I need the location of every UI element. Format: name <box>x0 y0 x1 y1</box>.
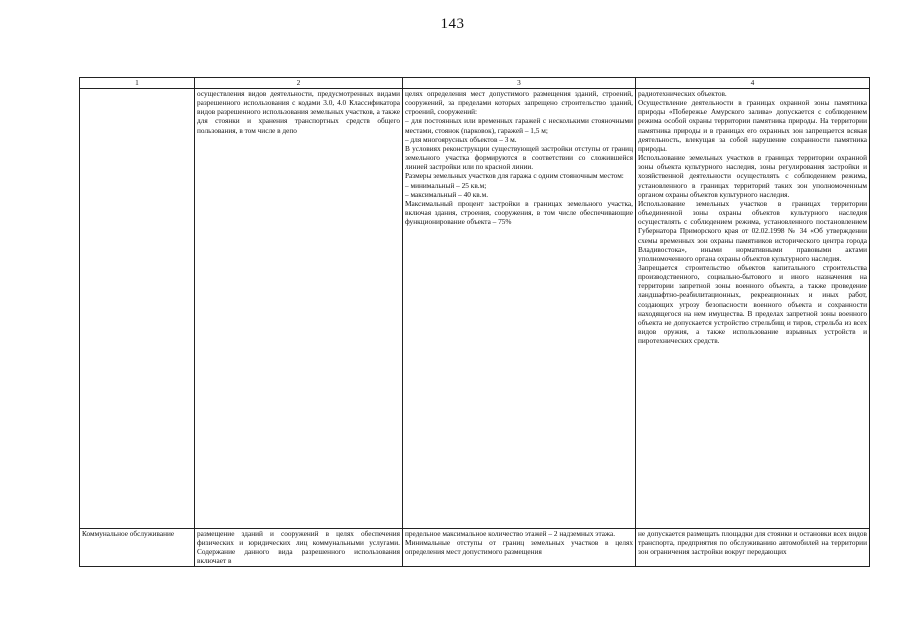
row1-cell-restrictions <box>636 89 870 529</box>
column-header-3: 3 <box>403 78 636 89</box>
column-header-1: 1 <box>80 78 195 89</box>
paragraph: Минимальные отступы от границ земельных участков в целях определения мест допустимого размещения <box>405 538 633 557</box>
paragraph: – минимальный – 25 кв.м; <box>405 180 487 190</box>
paragraph: размещение зданий и сооружений в целях обеспечения физических и юридических лиц коммунальными услугами. Содержание данного вида разрешенного использования включает в <box>197 529 400 566</box>
row2-cell-type <box>80 529 195 567</box>
paragraph: радиотехнических объектов. <box>638 89 727 98</box>
column-header-4: 4 <box>636 78 870 89</box>
paragraph: целях определения мест допустимого размещения зданий, строений, сооружений, за пределами которых запрещено строительство зданий, строений, сооружений: <box>405 89 633 117</box>
paragraph: – максимальный – 40 кв.м. <box>405 189 489 199</box>
paragraph: осуществления видов деятельности, предусмотренных видами разрешенного использования с кодами 3.0, 4.0 Классификатора видов разрешенного использования земельных участков, а также для стоянки и хранения транспортных средств общего пользования, в том числе в депо <box>197 89 400 135</box>
paragraph: – для многоярусных объектов – 3 м. <box>405 134 517 144</box>
table-row <box>80 89 870 529</box>
row1-cell-type <box>80 89 195 529</box>
row2-cell-description <box>195 529 403 567</box>
row2-cell-restrictions <box>636 529 870 567</box>
column-header-2: 2 <box>195 78 403 89</box>
paragraph: В условиях реконструкции существующей застройки отступы от границ земельного участка формируются в соответствии со сложившейся линией застройки или по красной линии. <box>405 143 633 172</box>
regulations-table <box>79 77 870 567</box>
paragraph: Использование земельных участков в границах территории объединенной зоны охраны объектов культурного наследия осуществлять с соблюдением режима, установленного постановлением Губернатора Приморского края от 02.02.1998 № 34 «Об утверждении схемы временных зон охраны памятников исторического центра города Владивостока», иными нормативными правовыми актами уполномоченного органа охраны объектов культурного наследия. <box>638 198 867 263</box>
row1-cell-parameters <box>403 89 636 529</box>
paragraph: – для постоянных или временных гаражей с несколькими стояночными местами, стоянок (парковок), гаражей – 1,5 м; <box>405 116 633 135</box>
paragraph: не допускается размещать площадки для стоянки и остановки всех видов транспорта, предприятия по обслуживанию автомобилей на территории зон ограничения застройки вокруг передающих <box>638 529 867 557</box>
paragraph: Размеры земельных участков для гаража с одним стояночным местом: <box>405 171 624 181</box>
table-row <box>80 529 870 567</box>
page-number: 143 <box>440 16 465 32</box>
paragraph: предельное максимальное количество этажей – 2 надземных этажа. <box>405 529 616 538</box>
paragraph: Осуществление деятельности в границах охранной зоны памятника природы «Побережье Амурского залива» допускается с соблюдением режима особой охраны территории памятника природы. На территории памятника природы и в границах его охранных зон запрещается всякая деятельность, влекущая за собой нарушение сохранности памятника природы. <box>638 98 867 153</box>
row1-cell-description <box>195 89 403 529</box>
paragraph: Коммунальное обслуживание <box>82 529 175 538</box>
paragraph: Максимальный процент застройки в границах земельного участка, включая здания, строения, сооружения, в том числе обеспечивающие функционирование объекта – 75% <box>405 198 633 227</box>
table-header-row <box>80 78 870 89</box>
paragraph: Использование земельных участков в границах территории охранной зоны объекта культурного наследия, зоны регулирования застройки и хозяйственной деятельности осуществлять с соблюдением режима, установленного в границах территорий таких зон уполномоченным органом охраны объектов культурного наследия. <box>638 153 867 199</box>
paragraph: Запрещается строительство объектов капитального строительства производственного, социально-бытового и иного назначения на территории запретной зоны военного объекта, а также проведение ландшафтно-реабилитационных, рекреационных и иных работ, создающих угрозу безопасности военного объекта и сохранности находящегося на нем имущества. В пределах запретной зоны военного объекта не допускается устройство стрельбищ и тиров, стрельба из всех видов оружия, а также использование взрывных устройств и пиротехнических средств. <box>638 262 867 346</box>
row2-cell-parameters <box>403 529 636 567</box>
